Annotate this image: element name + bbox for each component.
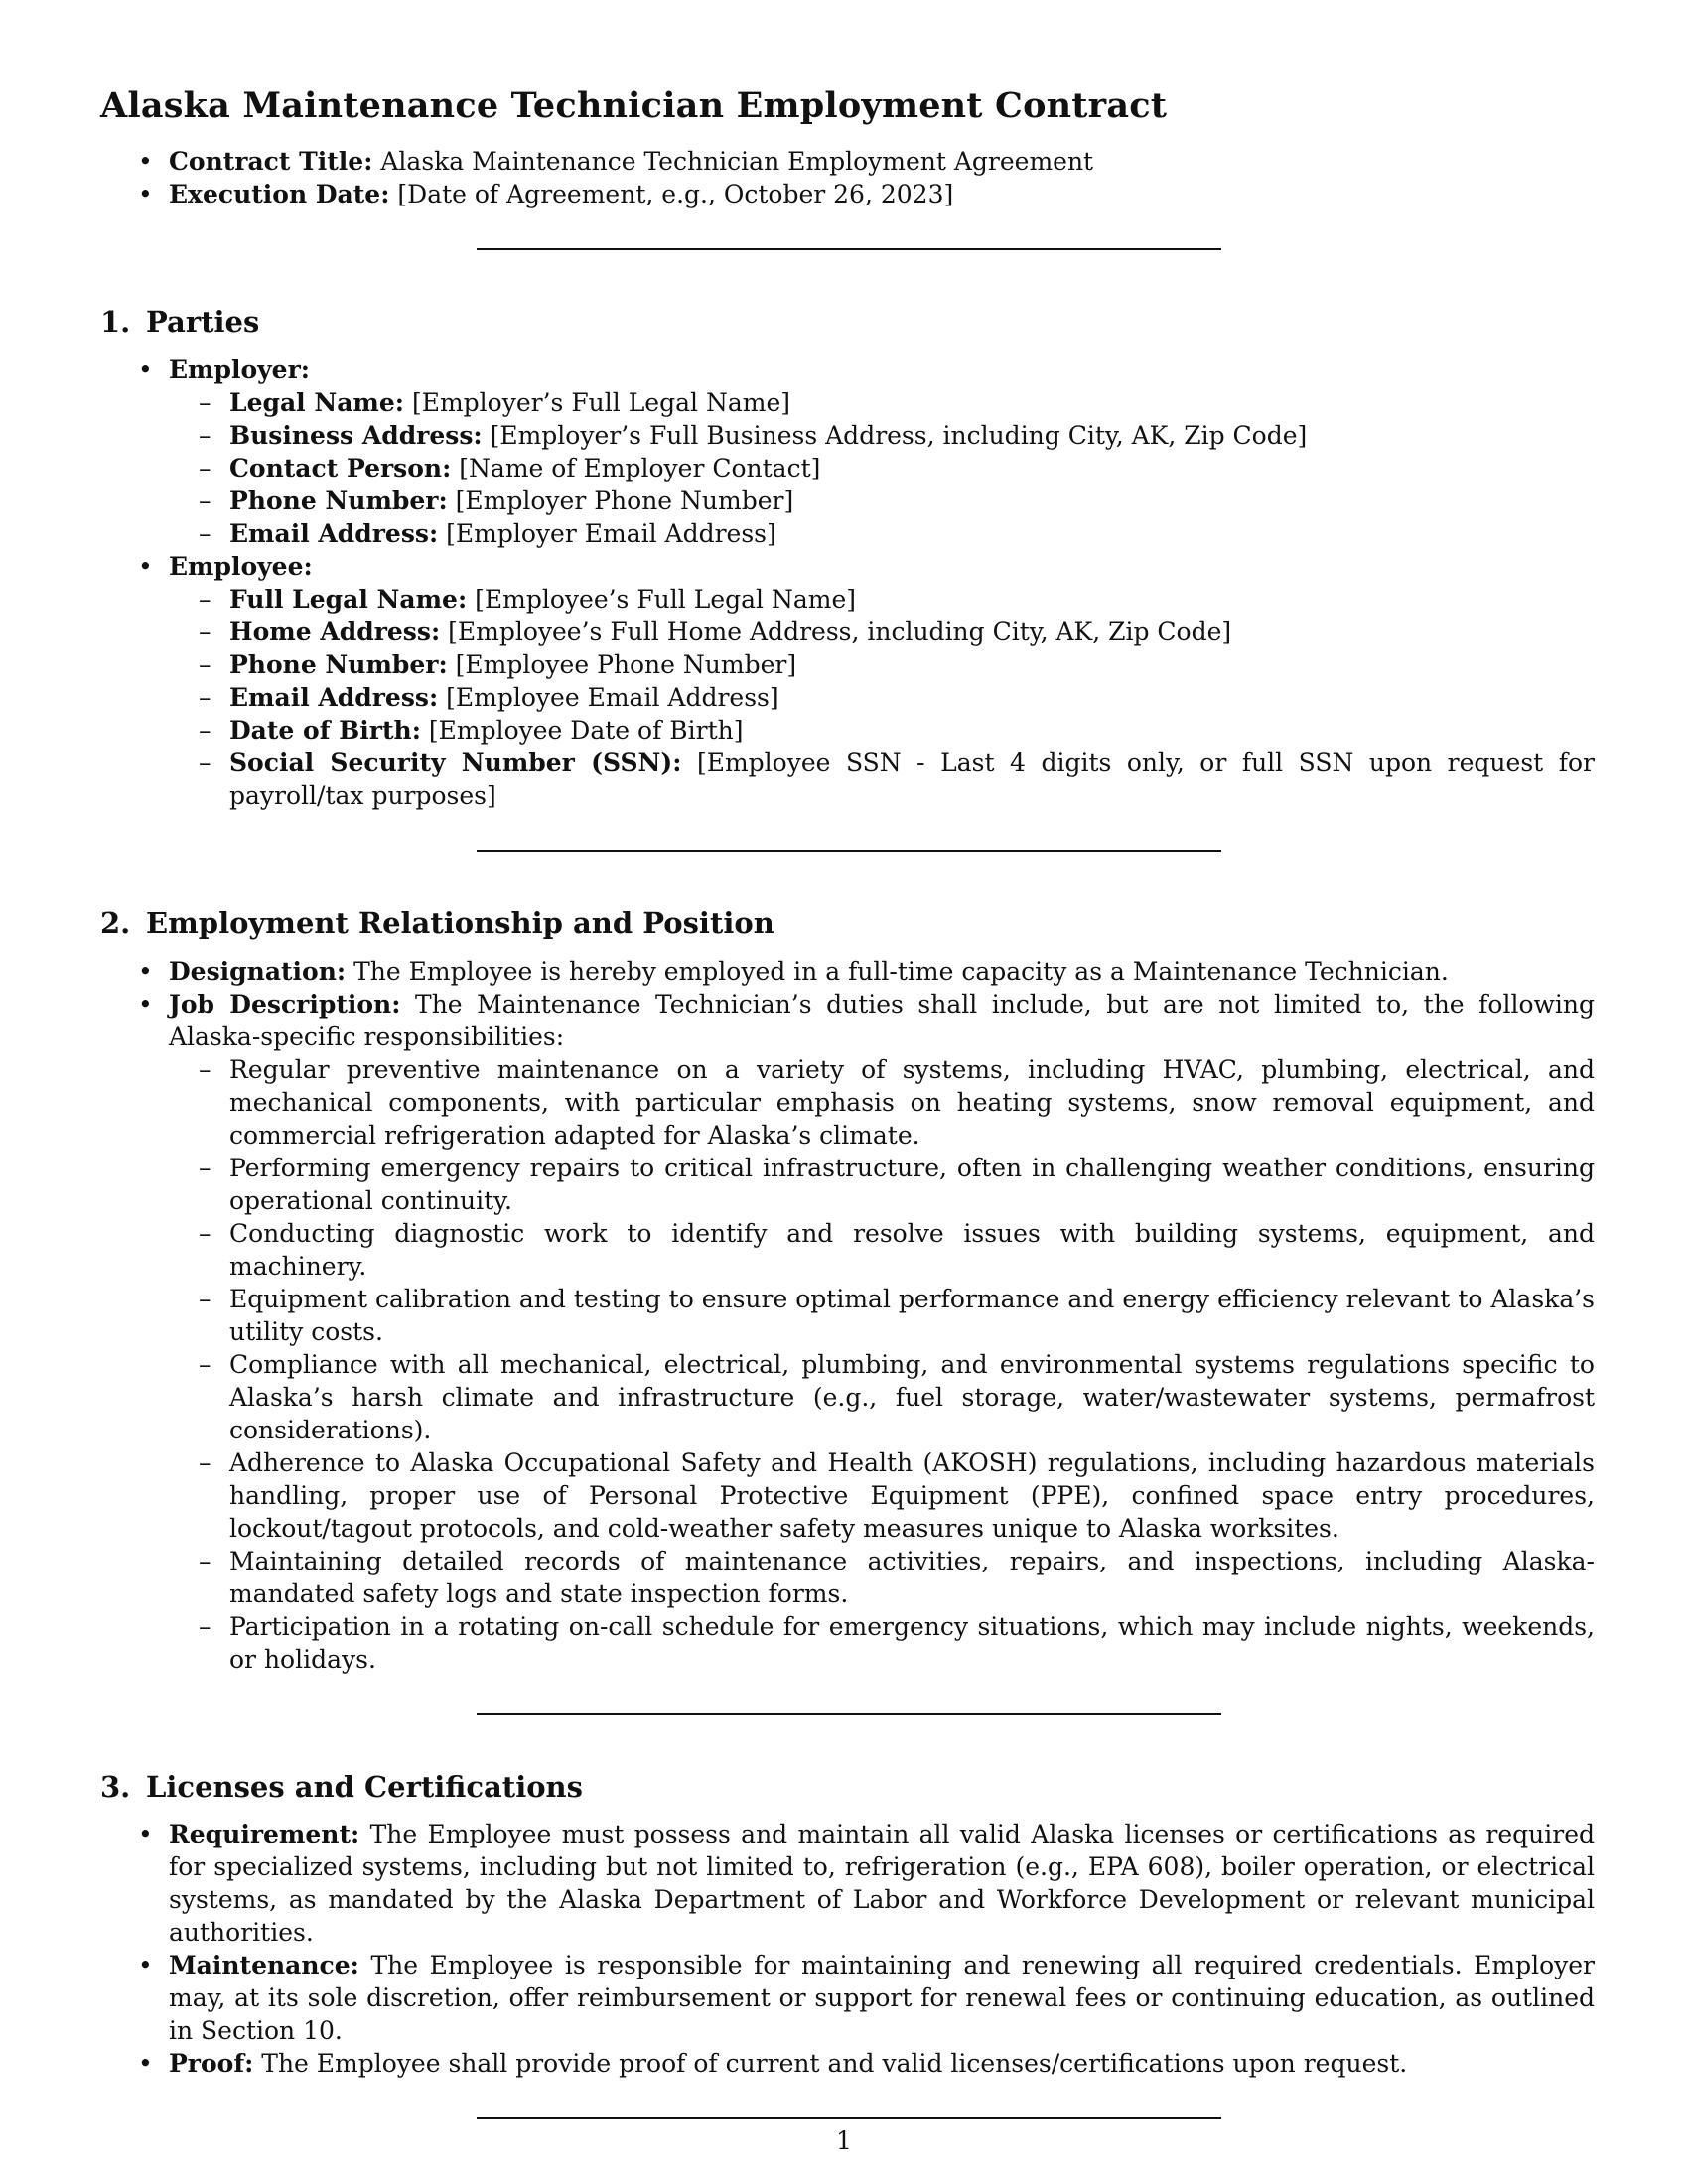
employer-field <box>169 452 1595 484</box>
duties-list <box>169 1053 1595 1676</box>
document-title: Alaska Maintenance Technician Employment Contract <box>100 85 1168 126</box>
field-value: [Employee Phone Number] <box>455 649 797 679</box>
proof-label: Proof: <box>169 2049 254 2079</box>
field-value: [Employee’s Full Home Address, including City, AK, Zip Code] <box>448 616 1232 646</box>
section-parties <box>100 305 1595 812</box>
duty-item: – Maintaining detailed records of maintenance activities, repairs, and inspections, including Alaska-mandated safety logs and state inspection forms. <box>169 1545 1595 1610</box>
duty-item: – Equipment calibration and testing to ensure optimal performance and energy efficiency relevant to Alaska’s utility costs. <box>169 1283 1595 1348</box>
execution-date-label: Execution Date: <box>169 180 390 208</box>
employer-field <box>169 419 1595 452</box>
contract-meta-list <box>100 145 1595 210</box>
requirement-value: The Employee must possess and maintain all valid Alaska licenses or certifications as required for specialized systems, including but not limited to, refrigeration (e.g., EPA 608), boiler operation, or electrical systems, as mandated by the Alaska Department of Labor and Workforce Development or relevant municipal authorities. <box>169 1820 1595 1948</box>
employer-field <box>169 484 1595 517</box>
employment-list <box>100 955 1595 1676</box>
document-page <box>100 85 1595 2119</box>
section-heading <box>100 906 1595 941</box>
contract-title-item <box>100 145 1595 178</box>
designation-value: The Employee is hereby employed in a full-time capacity as a Maintenance Technician. <box>353 956 1449 986</box>
maintenance-item <box>100 1949 1595 2047</box>
field-label: Full Legal Name: <box>229 584 468 614</box>
field-value: [Name of Employer Contact] <box>459 453 821 482</box>
employee-field <box>169 615 1595 648</box>
maintenance-value: The Employee is responsible for maintaining and renewing all required credentials. Employer may, at its sole discretion, offer reimbursement or support for renewal fees or continuing education, as outlined in Section 10. <box>169 1951 1596 2046</box>
section-title: Parties <box>146 305 260 339</box>
field-value: [Employee Date of Birth] <box>428 715 744 745</box>
employer-field <box>169 386 1595 419</box>
section-employment <box>100 906 1595 1676</box>
employee-field <box>169 648 1595 681</box>
field-label: Business Address: <box>229 420 483 450</box>
field-value: [Employer Email Address] <box>446 518 776 548</box>
field-label: Date of Birth: <box>229 715 421 745</box>
field-value: [Employee Email Address] <box>446 682 779 712</box>
field-label: Contact Person: <box>229 453 452 482</box>
maintenance-label: Maintenance: <box>169 1951 359 1980</box>
employer-fields <box>169 386 1595 550</box>
licenses-list <box>100 1818 1595 2080</box>
employer-label: Employer: <box>169 354 310 384</box>
section-heading <box>100 1770 1595 1805</box>
duty-item: – Compliance with all mechanical, electrical, plumbing, and environmental systems regulations specific to Alaska’s harsh climate and infrastructure (e.g., fuel storage, water/wastewater systems, permafrost considerations). <box>169 1348 1595 1446</box>
parties-list <box>100 353 1595 812</box>
section-number: 3. <box>100 1769 131 1804</box>
job-description-value: The Maintenance Technician’s duties shall include, but are not limited to, the following Alaska-specific responsibilities: <box>169 989 1595 1051</box>
section-divider <box>477 248 1221 250</box>
employee-item <box>100 550 1595 812</box>
field-label: Phone Number: <box>229 649 448 679</box>
field-label: Email Address: <box>229 518 439 548</box>
job-description-label: Job Description: <box>169 989 401 1019</box>
employee-label: Employee: <box>169 551 313 581</box>
execution-date-item <box>100 178 1595 210</box>
field-value: [Employer Phone Number] <box>455 485 794 515</box>
proof-value: The Employee shall provide proof of current and valid licenses/certifications upon request. <box>261 2049 1408 2079</box>
employer-item <box>100 353 1595 550</box>
job-description-item <box>100 988 1595 1676</box>
contract-title-label: Contract Title: <box>169 147 373 176</box>
designation-item <box>100 955 1595 988</box>
field-label: Phone Number: <box>229 485 448 515</box>
field-value: [Employer’s Full Legal Name] <box>411 387 790 417</box>
section-divider <box>477 2117 1221 2119</box>
section-divider <box>477 1713 1221 1715</box>
field-value: [Employer’s Full Business Address, including City, AK, Zip Code] <box>490 420 1308 450</box>
section-title: Licenses and Certifications <box>146 1769 583 1804</box>
field-label: Email Address: <box>229 682 439 712</box>
requirement-item <box>100 1818 1595 1949</box>
employee-field <box>169 583 1595 615</box>
duty-item: – Adherence to Alaska Occupational Safety and Health (AKOSH) regulations, including hazardous materials handling, proper use of Personal Protective Equipment (PPE), confined space entry procedures, lockout/tagout protocols, and cold-weather safety measures unique to Alaska worksites. <box>169 1446 1595 1545</box>
section-licenses <box>100 1770 1595 2081</box>
employee-field <box>169 747 1595 812</box>
field-label: Social Security Number (SSN): <box>229 748 682 777</box>
duty-item: – Participation in a rotating on-call schedule for emergency situations, which may include nights, weekends, or holidays. <box>169 1610 1595 1676</box>
duty-item: – Performing emergency repairs to critical infrastructure, often in challenging weather conditions, ensuring operational continuity. <box>169 1152 1595 1217</box>
section-title: Employment Relationship and Position <box>146 905 774 940</box>
duty-item: – Regular preventive maintenance on a variety of systems, including HVAC, plumbing, electrical, and mechanical components, with particular emphasis on heating systems, snow removal equipment, and commercial refrigeration adapted for Alaska’s climate. <box>169 1053 1595 1152</box>
employee-fields <box>169 583 1595 812</box>
employee-field <box>169 714 1595 747</box>
section-heading <box>100 305 1595 340</box>
section-number: 2. <box>100 905 131 940</box>
page-number: 1 <box>836 2126 852 2155</box>
execution-date-value: [Date of Agreement, e.g., October 26, 2023] <box>397 180 954 208</box>
contract-title-value: Alaska Maintenance Technician Employment Agreement <box>380 147 1094 176</box>
field-value: [Employee SSN - Last 4 digits only, or full SSN upon request for payroll/tax purposes] <box>229 748 1595 810</box>
proof-item <box>100 2047 1595 2080</box>
field-label: Home Address: <box>229 616 441 646</box>
field-label: Legal Name: <box>229 387 405 417</box>
field-value: [Employee’s Full Legal Name] <box>475 584 857 614</box>
section-divider <box>477 850 1221 852</box>
requirement-label: Requirement: <box>169 1820 360 1849</box>
section-number: 1. <box>100 305 131 339</box>
employee-field <box>169 681 1595 714</box>
designation-label: Designation: <box>169 956 347 986</box>
employer-field <box>169 517 1595 550</box>
duty-item: – Conducting diagnostic work to identify and resolve issues with building systems, equipment, and machinery. <box>169 1217 1595 1283</box>
